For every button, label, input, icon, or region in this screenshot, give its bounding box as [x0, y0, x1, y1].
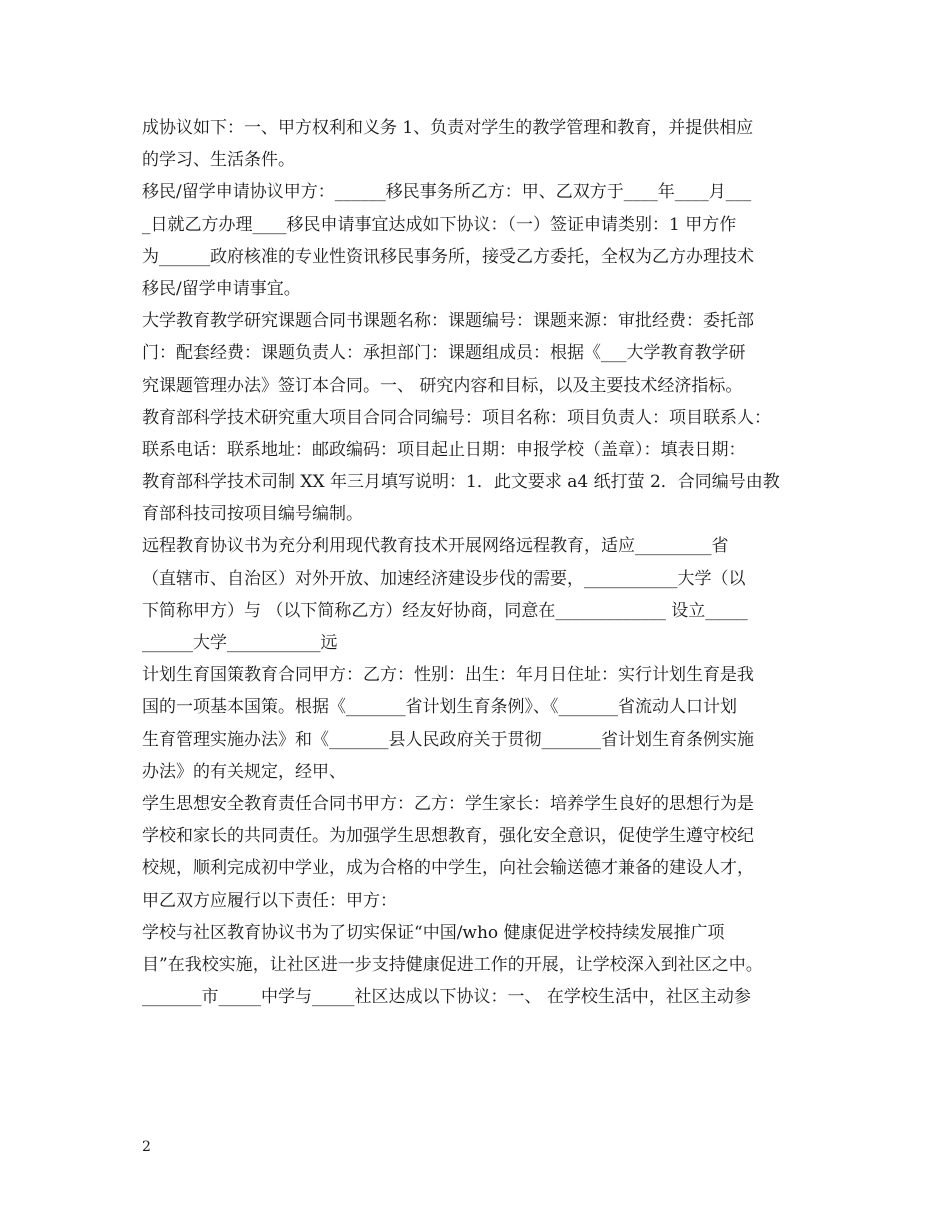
text-line: 育部科技司按项目编号编制。 — [142, 504, 363, 525]
text-line: 生育管理实施办法》和《_______县人民政府关于贯彻_______省计划生育条例实施 — [142, 729, 754, 750]
text-line: 的学习、生活条件。 — [142, 150, 295, 171]
text-line: 学校和家长的共同责任。为加强学生思想教育，强化安全意识，促使学生遵守校纪 — [142, 826, 754, 847]
text-line: 联系电话：联系地址：邮政编码：项目起止日期：申报学校（盖章）：填表日期： — [142, 439, 746, 460]
text-line: ______大学___________远 — [142, 633, 338, 653]
text-line: 移民/留学申请事宜。 — [142, 278, 301, 299]
text-line: 甲乙双方应履行以下责任：甲方： — [142, 890, 397, 911]
text-line: 门：配套经费：课题负责人：承担部门：课题组成员：根据《___大学教育教学研 — [142, 343, 746, 364]
text-line: 远程教育协议书为充分利用现代教育技术开展网络远程教育，适应_________省 — [142, 536, 729, 557]
text-line: 下简称甲方）与 （以下简称乙方）经友好协商，同意在_____________ 设立_____ — [142, 600, 748, 621]
text-line: 校规，顺利完成初中学业，成为合格的中学生，向社会输送德才兼备的建设人才， — [142, 858, 754, 879]
text-line: （直辖市、自治区）对外开放、加速经济建设步伐的需要，___________大学（以 — [142, 568, 746, 589]
text-line: 成协议如下：一、甲方权利和义务 1、负责对学生的教学管理和教育，并提供相应 — [142, 118, 754, 138]
text-line: 计划生育国策教育合同甲方：乙方：性别：出生：年月日住址：实行计划生育是我 — [142, 665, 754, 686]
text-line: 目”在我校实施，让社区进一步支持健康促进工作的开展，让学校深入到社区之中。 — [142, 954, 763, 975]
text-line: 教育部科学技术司制 XX 年三月填写说明：1．此文要求 a4 纸打萤 2．合同编号由教 — [142, 472, 780, 493]
text-line: 为______政府核准的专业性资讯移民事务所，接受乙方委托，全权为乙方办理技术 — [142, 246, 754, 267]
text-line: 教育部科学技术研究重大项目合同合同编号：项目名称：项目负责人：项目联系人： — [142, 407, 771, 428]
text-line: 学生思想安全教育责任合同书甲方：乙方：学生家长：培养学生良好的思想行为是 — [142, 793, 754, 814]
text-line: 移民/留学申请协议甲方：______移民事务所乙方：甲、乙双方于____年____月___ — [142, 182, 752, 203]
text-line: 大学教育教学研究课题合同书课题名称：课题编号：课题来源：审批经费：委托部 — [142, 311, 754, 332]
text-line: _______市_____中学与_____社区达成以下协议：一、 在学校生活中，社区主动参 — [142, 987, 751, 1008]
text-line: 办法》的有关规定，经甲、 — [142, 761, 346, 782]
text-line: 学校与社区教育协议书为了切实保证“中国/who 健康促进学校持续发展推广项 — [142, 922, 725, 943]
text-line: 国的一项基本国策。根据《_______省计划生育条例》、《_______省流动人口计划 — [142, 697, 737, 718]
text-line: _日就乙方办理____移民申请事宜达成如下协议：（一）签证申请类别：1 甲方作 — [142, 214, 737, 235]
page-number: 2 — [142, 1139, 151, 1155]
text-line: 究课题管理办法》签订本合同。一、 研究内容和目标，以及主要技术经济指标。 — [142, 375, 743, 396]
document-body — [142, 112, 832, 1013]
